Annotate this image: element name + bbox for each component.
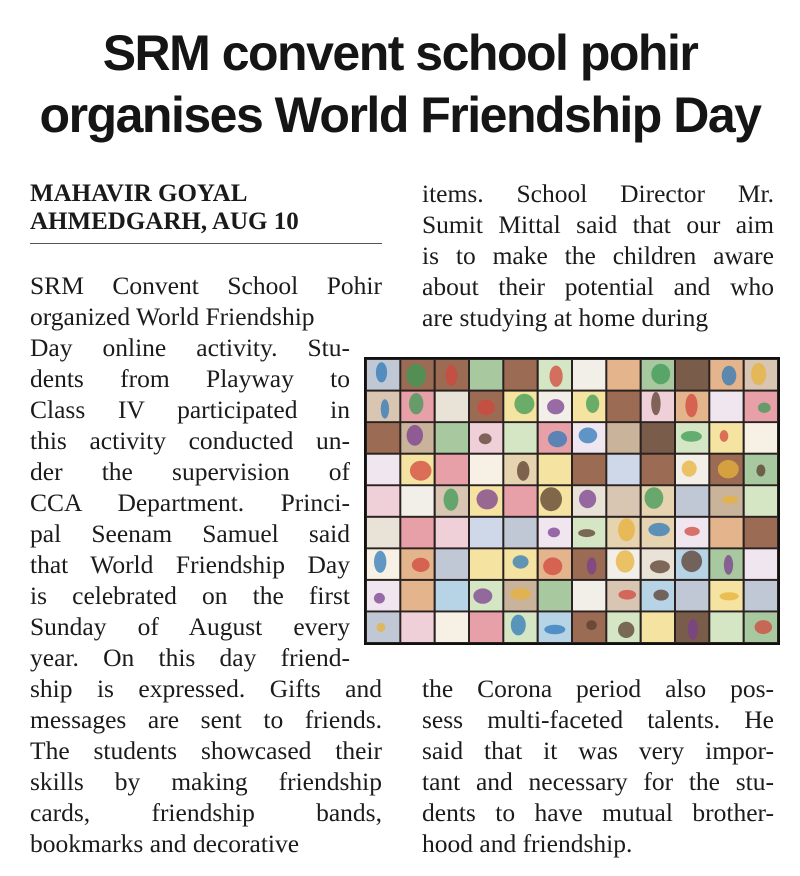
text-line: SRM Convent School Pohir [30, 271, 382, 300]
collage-artwork [651, 364, 670, 385]
column-1-wrap [30, 332, 350, 673]
byline-author: MAHAVIR GOYAL [30, 180, 248, 207]
collage-tile [710, 612, 742, 642]
collage-tile [607, 392, 639, 422]
collage-tile [401, 518, 433, 548]
collage-tile [745, 581, 777, 611]
text-line: messages are sent to friends. [30, 705, 382, 734]
headline [0, 22, 800, 146]
collage-tile [745, 423, 777, 453]
collage-tile [436, 612, 468, 642]
photo-collage [364, 357, 780, 645]
collage-artwork [548, 528, 560, 538]
collage-artwork [681, 551, 702, 573]
collage-tile [642, 612, 674, 642]
collage-tile [367, 486, 399, 516]
collage-tile [745, 518, 777, 548]
collage-tile [504, 423, 536, 453]
text-line: Class IV participated in [30, 395, 350, 424]
text-line: cards, friendship bands, [30, 798, 382, 827]
collage-tile [436, 518, 468, 548]
collage-tile [504, 518, 536, 548]
collage-tile [470, 549, 502, 579]
text-line: items. School Director Mr. [422, 179, 774, 208]
collage-artwork [722, 496, 739, 504]
collage-tile [436, 423, 468, 453]
text-line: this activity conducted un- [30, 426, 350, 455]
collage-artwork [586, 620, 597, 630]
collage-artwork [406, 364, 426, 387]
collage-artwork [477, 489, 498, 509]
collage-tile [504, 360, 536, 390]
collage-tile [607, 486, 639, 516]
collage-artwork [724, 555, 733, 575]
collage-tile [676, 486, 708, 516]
text-line: der the supervision of [30, 457, 350, 486]
collage-tile [710, 518, 742, 548]
collage-tile [710, 392, 742, 422]
collage-artwork [548, 431, 567, 447]
text-line: hood and friendship. [422, 829, 633, 858]
collage-artwork [650, 560, 670, 573]
text-line: dents from Playway to [30, 364, 350, 393]
text-line: said that it was very impor- [422, 736, 774, 765]
column-1-top [30, 270, 382, 332]
collage-artwork [758, 403, 771, 413]
collage-artwork [578, 529, 595, 537]
collage-artwork [544, 625, 565, 634]
collage-artwork [579, 428, 598, 444]
collage-tile [573, 360, 605, 390]
collage-tile [367, 423, 399, 453]
collage-artwork [513, 555, 529, 568]
collage-artwork [648, 523, 669, 536]
collage-tile [401, 581, 433, 611]
collage-tile [436, 581, 468, 611]
text-line: are studying at home during [422, 303, 709, 332]
collage-tile [539, 455, 571, 485]
collage-artwork [685, 394, 697, 418]
column-1-bottom [30, 673, 382, 859]
collage-tile [676, 581, 708, 611]
collage-tile [607, 360, 639, 390]
collage-tile [745, 486, 777, 516]
text-line: ship is expressed. Gifts and [30, 674, 382, 703]
collage-artwork [477, 400, 495, 416]
text-line: about their potential and who [422, 272, 774, 301]
text-line: sess multi-faceted talents. He [422, 705, 774, 734]
collage-artwork [619, 590, 637, 600]
collage-tile [607, 455, 639, 485]
collage-tile [504, 486, 536, 516]
text-line: that World Friendship Day [30, 550, 350, 579]
headline-line-1: SRM convent school pohir [102, 25, 698, 81]
collage-artwork [446, 365, 458, 386]
collage-artwork [653, 590, 668, 601]
collage-tile [573, 581, 605, 611]
collage-tile [745, 549, 777, 579]
text-line: The students showcased their [30, 736, 382, 765]
text-line: tant and necessary for the stu- [422, 767, 774, 796]
text-line: CCA Department. Princi- [30, 488, 350, 517]
collage-artwork [444, 489, 459, 511]
collage-artwork [722, 366, 737, 386]
collage-tile [470, 455, 502, 485]
collage-artwork [374, 551, 386, 573]
collage-artwork [473, 588, 492, 603]
collage-tile [401, 612, 433, 642]
text-line: Sumit Mittal said that our aim [422, 210, 774, 239]
collage-artwork [479, 433, 492, 444]
collage-artwork [547, 399, 564, 414]
collage-artwork [618, 518, 635, 541]
collage-artwork [720, 592, 739, 600]
collage-artwork [407, 425, 423, 446]
collage-artwork [720, 430, 729, 442]
collage-artwork [645, 487, 664, 509]
collage-artwork [510, 588, 531, 600]
collage-tile [539, 581, 571, 611]
collage-artwork [540, 487, 562, 511]
text-line: year. On this day friend- [30, 643, 350, 672]
collage-artwork [586, 395, 599, 413]
text-line: Sunday of August every [30, 612, 350, 641]
collage-tile [436, 455, 468, 485]
text-line: dents to have mutual brother- [422, 798, 774, 827]
collage-artwork [618, 622, 634, 638]
collage-artwork [688, 619, 698, 640]
collage-artwork [517, 461, 529, 481]
collage-artwork [543, 557, 562, 575]
text-line: organized World Friendship [30, 302, 315, 331]
byline [30, 180, 382, 236]
collage-tile [642, 423, 674, 453]
collage-artwork [751, 363, 766, 385]
collage-artwork [550, 366, 563, 387]
collage-artwork [409, 393, 423, 414]
text-line: skills by making friendship [30, 767, 382, 796]
collage-tile [367, 455, 399, 485]
text-line: pal Seenam Samuel said [30, 519, 350, 548]
collage-tile [607, 423, 639, 453]
collage-artwork [718, 460, 739, 478]
collage-artwork [377, 623, 386, 632]
collage-artwork [381, 399, 389, 418]
text-line: is to make the children aware [422, 241, 774, 270]
collage-tile [367, 518, 399, 548]
collage-tile [470, 518, 502, 548]
collage-artwork [616, 550, 635, 572]
text-line: is celebrated on the first [30, 581, 350, 610]
column-2-top [422, 178, 774, 333]
collage-artwork [682, 461, 697, 477]
photo-collage-icon [366, 359, 778, 643]
headline-line-2: organises World Friendship Day [39, 87, 761, 143]
byline-divider [30, 243, 382, 244]
collage-tile [642, 455, 674, 485]
collage-artwork [374, 593, 385, 604]
text-line: bookmarks and decorative [30, 829, 300, 858]
collage-tile [573, 455, 605, 485]
collage-artwork [651, 392, 660, 415]
collage-artwork [684, 527, 699, 536]
collage-artwork [587, 557, 597, 574]
collage-tile [401, 486, 433, 516]
collage-tile [676, 360, 708, 390]
collage-artwork [681, 431, 702, 442]
collage-tile [470, 360, 502, 390]
collage-artwork [579, 490, 596, 508]
text-line: the Corona period also pos- [422, 674, 774, 703]
collage-tile [436, 392, 468, 422]
text-line: Day online activity. Stu- [30, 333, 350, 362]
collage-artwork [410, 461, 432, 481]
collage-artwork [514, 394, 534, 414]
column-2-bottom [422, 673, 774, 859]
collage-artwork [376, 362, 387, 382]
collage-artwork [412, 558, 430, 572]
collage-artwork [511, 615, 526, 636]
collage-artwork [756, 465, 765, 477]
collage-tile [436, 549, 468, 579]
collage-tile [470, 612, 502, 642]
byline-dateline: AHMEDGARH, AUG 10 [30, 208, 299, 235]
collage-artwork [755, 620, 772, 634]
